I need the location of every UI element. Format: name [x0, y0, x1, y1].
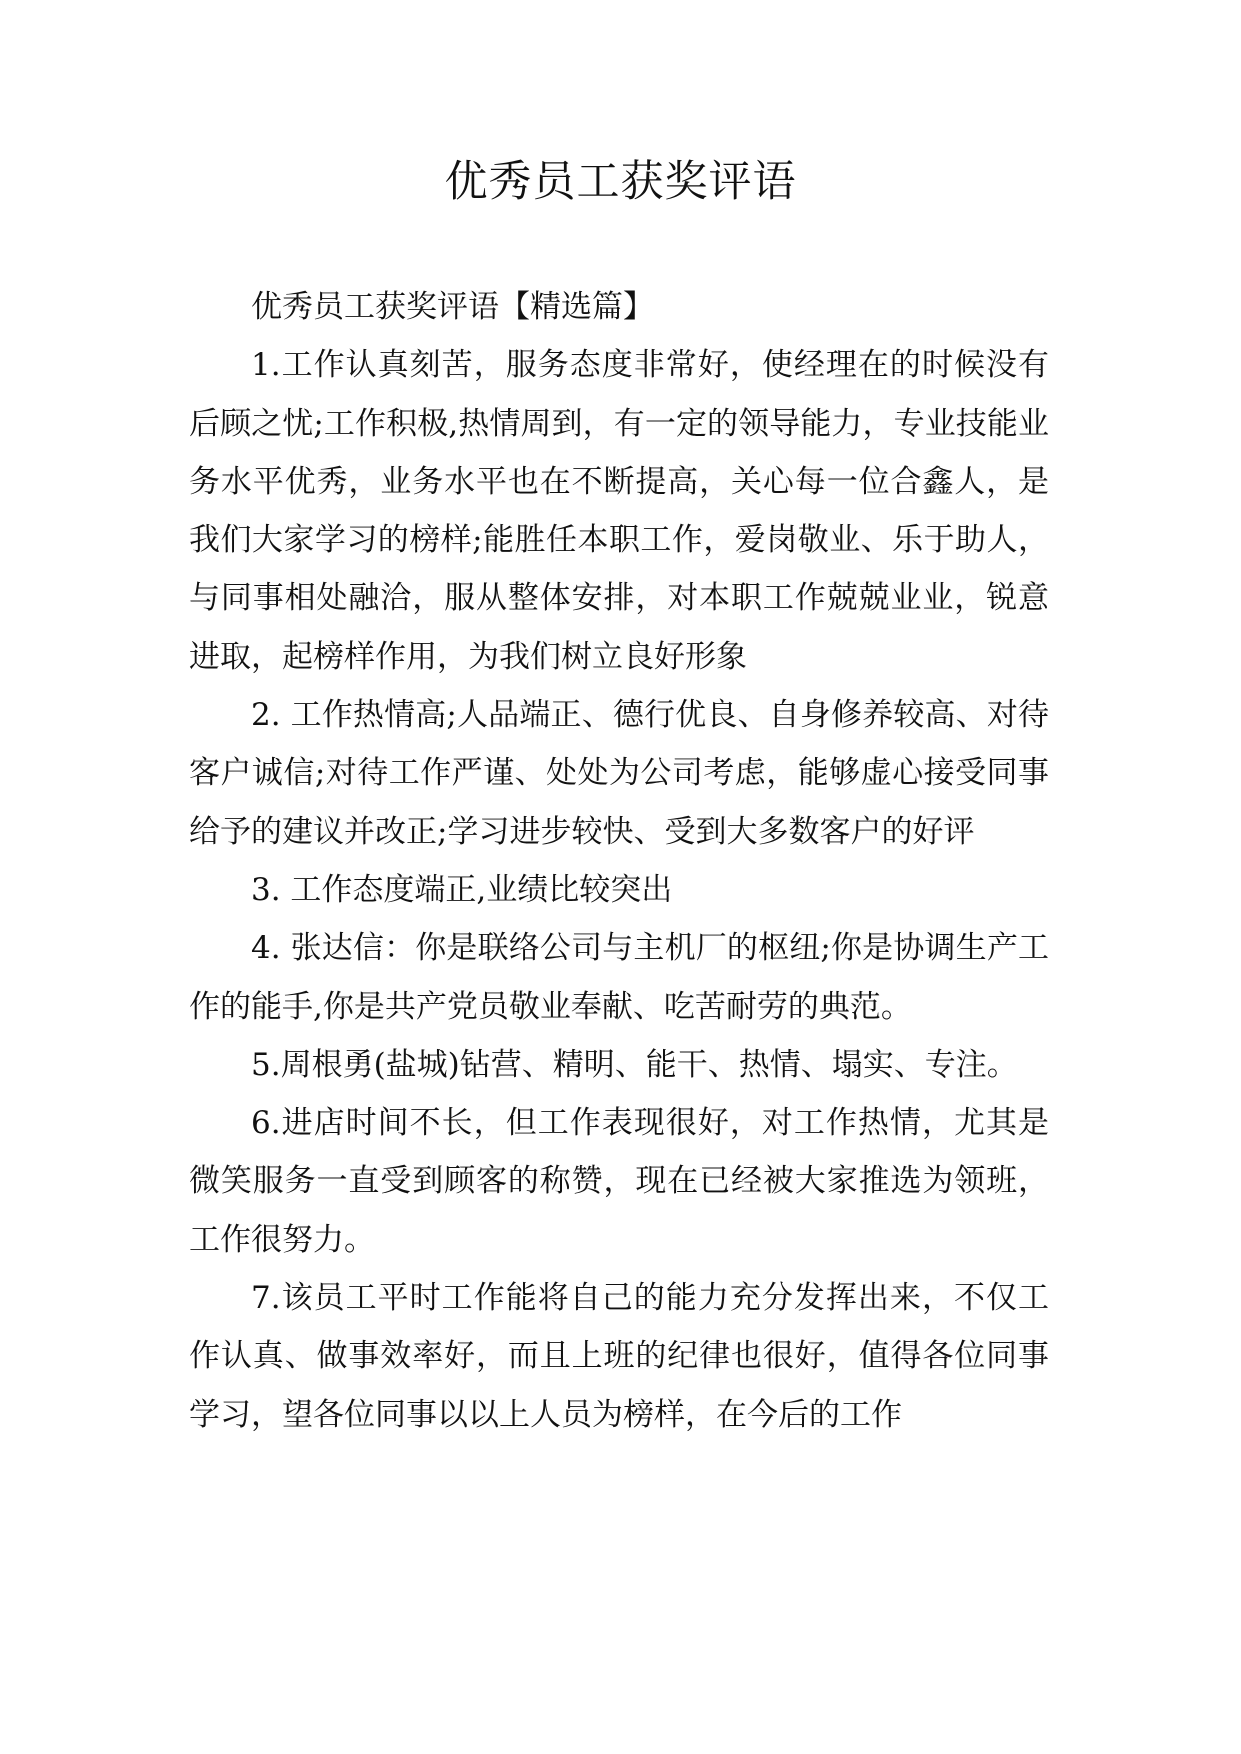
paragraph-item-1: 1.工作认真刻苦，服务态度非常好，使经理在的时候没有后顾之忧;工作积极,热情周到，有一定的领导能力，专业技能业务水平优秀，业务水平也在不断提高，关心每一位合鑫人，是我们大家学习的榜样;能胜任本职工作，爱岗敬业、乐于助人，与同事相处融洽，服从整体安排，对本职工作兢兢业业，锐意进取，起榜样作用，为我们树立良好形象: [189, 347, 1049, 675]
paragraph-item-5: 5.周根勇(盐城)钻营、精明、能干、热情、塌实、专注。: [251, 1046, 1018, 1083]
paragraph-item-3: 3. 工作态度端正,业绩比较突出: [251, 871, 673, 908]
document-body: [189, 278, 1049, 1444]
paragraph-item-2: 2. 工作热情高;人品端正、德行优良、自身修养较高、对待客户诚信;对待工作严谨、处处为公司考虑，能够虚心接受同事给予的建议并改正;学习进步较快、受到大多数客户的好评: [189, 697, 1049, 850]
paragraph-item-6: 6.进店时间不长，但工作表现很好，对工作热情，尤其是微笑服务一直受到顾客的称赞，现在已经被大家推选为领班，工作很努力。: [189, 1105, 1049, 1258]
paragraph-item-4: 4. 张达信：你是联络公司与主机厂的枢纽;你是协调生产工作的能手,你是共产党员敬业奉献、吃苦耐劳的典范。: [189, 930, 1049, 1025]
document-title: 优秀员工获奖评语: [444, 157, 797, 207]
paragraph-subtitle: 优秀员工获奖评语【精选篇】: [251, 289, 654, 325]
paragraph-item-7: 7.该员工平时工作能将自己的能力充分发挥出来，不仅工作认真、做事效率好，而且上班的纪律也很好，值得各位同事学习，望各位同事以以上人员为榜样，在今后的工作: [189, 1280, 1049, 1433]
